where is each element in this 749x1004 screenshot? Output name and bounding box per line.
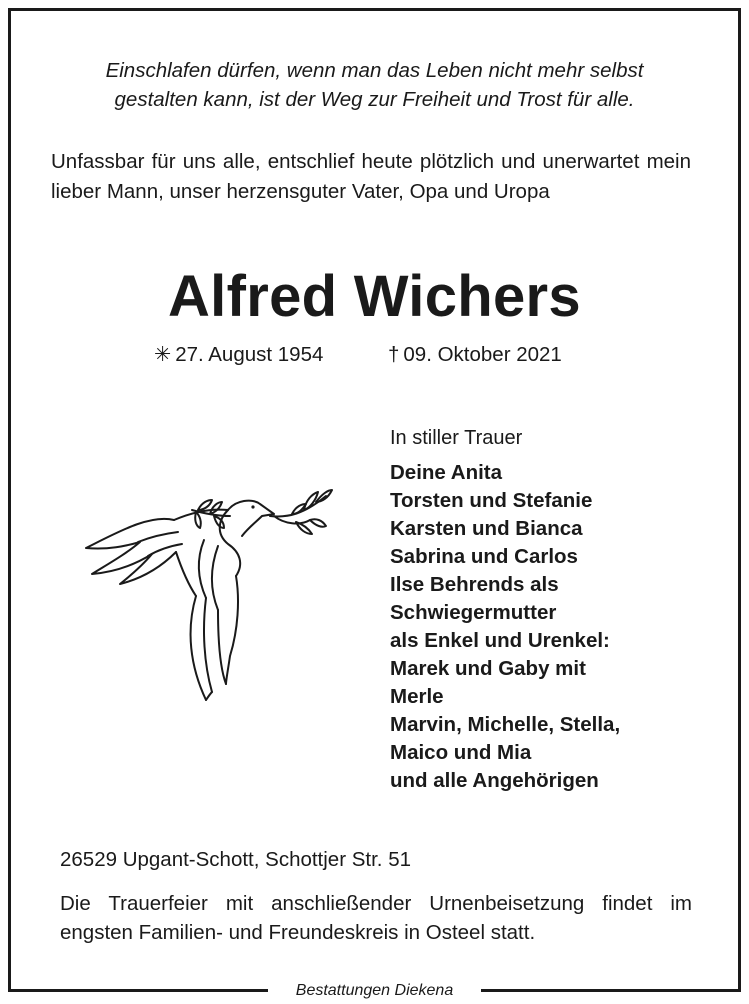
mourners-block xyxy=(390,425,730,795)
mourners-heading: In stiller Trauer xyxy=(390,427,523,449)
quote-line-1: Einschlafen dürfen, wenn man das Leben nicht mehr selbst xyxy=(105,59,644,82)
death-date: 09. Oktober 2021 xyxy=(403,343,562,366)
mourner-line: Ilse Behrends als xyxy=(390,573,559,596)
mourner-line: als Enkel und Urenkel: xyxy=(390,629,610,652)
intro-text: Unfassbar für uns alle, entschlief heute plötzlich und unerwartet mein lieber Mann, unser herzensguter Vater, Opa und Uropa xyxy=(51,150,691,203)
mourner-line: Schwiegermutter xyxy=(390,601,557,624)
mourner-line: Sabrina und Carlos xyxy=(390,545,578,568)
quote-line-2: gestalten kann, ist der Weg zur Freiheit und Trost für alle. xyxy=(114,88,635,111)
dove-with-olive-branch-icon xyxy=(78,480,338,710)
deceased-name: Alfred Wichers xyxy=(167,264,581,329)
service-note: Die Trauerfeier mit anschließender Urnenbeisetzung findet im engsten Familien- und Freundeskreis in Osteel statt. xyxy=(60,892,692,944)
mourner-line: und alle Angehörigen xyxy=(390,769,599,792)
undertaker-credit: Bestattungen Diekena xyxy=(268,978,481,1000)
birth-date: 27. August 1954 xyxy=(175,343,324,366)
life-dates xyxy=(154,341,562,369)
birth-date-group xyxy=(154,343,323,366)
mourner-line: Deine Anita xyxy=(390,461,503,484)
opening-quote xyxy=(30,56,719,114)
address: 26529 Upgant-Schott, Schottjer Str. 51 xyxy=(60,848,411,871)
mourner-line: Torsten und Stefanie xyxy=(390,489,593,512)
mourner-line: Maico und Mia xyxy=(390,741,532,764)
mourner-line: Marvin, Michelle, Stella, xyxy=(390,713,621,736)
birth-symbol: ✳ xyxy=(154,343,172,366)
mourner-line: Marek und Gaby mit xyxy=(390,657,586,680)
death-symbol: † xyxy=(388,343,400,366)
mourner-line: Karsten und Bianca xyxy=(390,517,583,540)
death-date-group xyxy=(388,341,562,369)
mourner-line: Merle xyxy=(390,685,444,708)
mourners-list xyxy=(390,459,730,795)
